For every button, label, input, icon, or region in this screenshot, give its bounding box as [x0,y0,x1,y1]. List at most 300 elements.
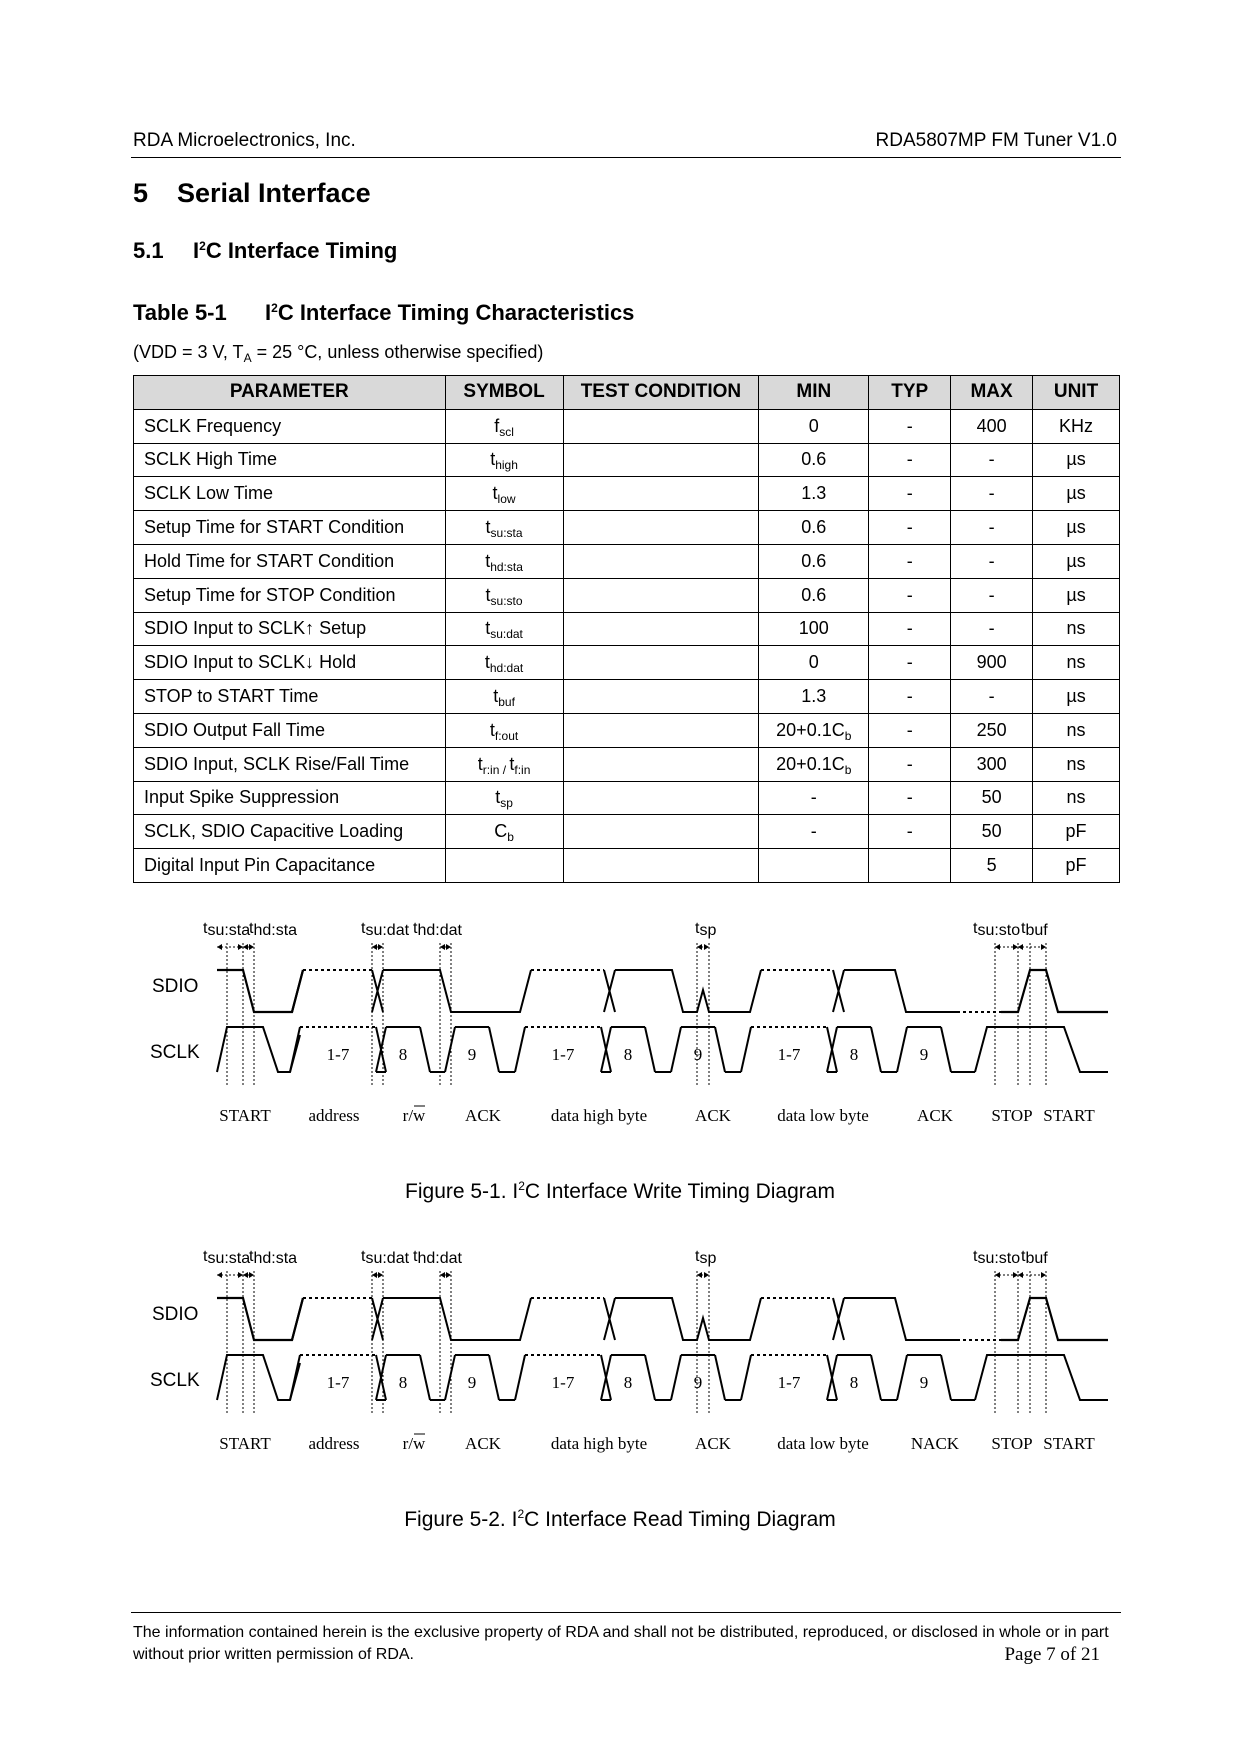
subsection-number: 5.1 [133,238,164,263]
cell-min [759,815,869,849]
sdio-bus-crossing [833,970,844,1012]
timing-arrowhead [1041,944,1046,950]
timing-arrowhead [697,944,702,950]
table-title-pre: I [265,300,272,325]
sdio-bus-crossing [604,1298,615,1340]
caption-read-sup: 2 [517,1507,525,1521]
cell-parameter: SCLK, SDIO Capacitive Loading [134,815,446,849]
timing-label-sub: hd:sta [253,1250,298,1267]
timing-label-sub: hd:dat [417,1250,462,1267]
timing-parameter-label [361,920,410,939]
cell-max: 900 [951,646,1033,680]
sclk-pulse-fall [871,1355,881,1400]
min-sub: b [844,762,852,777]
sclk-pulse-fall [489,1027,499,1072]
cell-max: 400 [951,409,1033,443]
symbol-sub: buf [498,695,515,710]
timing-parameter-label [413,1248,462,1267]
sdio-ack3-waveform [844,1298,957,1340]
cell-min [759,680,869,714]
min-value: 0.6 [801,584,827,605]
phase-label: r/w [402,1434,426,1453]
cell-min [759,511,869,545]
column-header: TYP [869,376,951,410]
cell-symbol [445,713,563,747]
cell-test-condition [563,443,759,477]
symbol-base: t [492,483,498,504]
timing-label-base: t [1021,920,1026,937]
timing-arrowhead [378,944,383,950]
table-title-post: C Interface Timing Characteristics [277,300,635,325]
timing-parameter-label [203,920,250,939]
symbol-sub: b [507,830,514,845]
sclk-pulse-fall [871,1027,881,1072]
cell-typ: - [869,409,951,443]
phase-label: data low byte [777,1106,869,1125]
figure-caption-read [0,1508,1240,1532]
sclk-pulse-label: 9 [467,1045,477,1064]
cell-max: 5 [951,849,1033,883]
cell-max: 50 [951,781,1033,815]
timing-table [133,375,1120,883]
sclk-pulse-fall [941,1027,951,1072]
cell-max: 250 [951,713,1033,747]
table-title [133,300,634,326]
cell-typ: - [869,443,951,477]
cell-symbol [445,747,563,781]
sclk-pulse-rise [515,1355,525,1400]
timing-arrowhead [446,1272,451,1278]
table-row [134,713,1120,747]
sclk-pulse-label: 1-7 [551,1373,575,1392]
sdio-bus-crossing [604,970,615,1012]
cell-test-condition [563,612,759,646]
header-product: RDA5807MP FM Tuner V1.0 [875,130,1117,151]
timing-label-base: t [695,1248,700,1265]
timing-arrowhead [1018,944,1023,950]
sclk-pulse-label: 8 [398,1373,408,1392]
sclk-pulse-fall [715,1355,725,1400]
cell-test-condition [563,815,759,849]
table-header-row [134,376,1120,410]
phase-label: ACK [695,1106,731,1125]
caption-write-post: C Interface Write Timing Diagram [524,1180,835,1203]
sdio-signal-label: SDIO [152,1304,199,1325]
timing-label-base: t [413,920,418,937]
phase-label: data high byte [550,1434,648,1453]
symbol-sub: high [495,458,518,473]
cell-test-condition [563,646,759,680]
sdio-signal-label: SDIO [152,976,199,997]
cell-typ: - [869,646,951,680]
caption-write-sup: 2 [518,1179,525,1193]
sclk-pulse-rise [290,1355,300,1400]
cell-test-condition [563,511,759,545]
cell-unit: ns [1033,612,1120,646]
sclk-stop-waveform [975,1027,1108,1072]
cell-symbol [445,815,563,849]
sclk-signal-label: SCLK [150,1370,200,1391]
cell-symbol [445,511,563,545]
table-row [134,815,1120,849]
cell-symbol [445,612,563,646]
sclk-pulse-fall [645,1027,655,1072]
phase-label: address [308,1106,360,1125]
cell-parameter: Input Spike Suppression [134,781,446,815]
cell-unit: KHz [1033,409,1120,443]
sdio-ack3-waveform [844,970,957,1012]
timing-parameter-label [249,920,297,939]
sdio-ack-waveform [383,970,531,1012]
sclk-pulse-rise [445,1027,455,1072]
timing-parameter-label [413,920,462,939]
timing-label-base: t [695,920,700,937]
cell-min [759,544,869,578]
timing-arrowhead [704,1272,709,1278]
column-header: TEST CONDITION [563,376,759,410]
timing-arrowhead [238,944,243,950]
symbol-sub: hd:dat [489,661,524,676]
sclk-pulse-label: 1-7 [777,1045,801,1064]
timing-label-sub: su:dat [365,1250,410,1267]
sdio-bus-crossing [372,1298,383,1340]
timing-parameter-label [1021,1248,1048,1267]
sclk-pulse-rise [671,1027,681,1072]
cell-typ: - [869,578,951,612]
sdio-start-waveform [217,970,303,1012]
sclk-pulse-fall [645,1355,655,1400]
sclk-stop-waveform [975,1355,1108,1400]
cell-min [759,409,869,443]
timing-label-base: t [361,920,366,937]
min-value: 1.3 [801,483,827,504]
cell-unit: µs [1033,477,1120,511]
min-value: 0 [808,652,819,673]
timing-label-base: t [249,920,254,937]
cell-unit: µs [1033,443,1120,477]
page-number: Page 7 of 21 [1004,1644,1100,1665]
read-timing-diagram [0,1243,1240,1458]
table-row [134,849,1120,883]
phase-label: data high byte [550,1106,648,1125]
cell-test-condition [563,578,759,612]
subsection-title-pre: I [193,238,200,263]
cell-test-condition [563,781,759,815]
write-timing-diagram [0,915,1240,1130]
figure-caption-write [0,1180,1240,1204]
cell-parameter: STOP to START Time [134,680,446,714]
sclk-pulse-label: 1-7 [777,1373,801,1392]
cell-max: 50 [951,815,1033,849]
phase-label: STOP [991,1434,1033,1453]
caption-read-pre: Figure 5-2. I [404,1508,518,1531]
timing-arrowhead [440,1272,445,1278]
timing-label-base: t [249,1248,254,1265]
sdio-stop-start-waveform [1001,1298,1108,1340]
cell-parameter: SCLK Low Time [134,477,446,511]
timing-parameter-label [695,920,716,939]
timing-label-base: t [973,1248,978,1265]
cell-symbol [445,477,563,511]
cell-typ: - [869,713,951,747]
min-value: 1.3 [801,686,827,707]
cell-min [759,646,869,680]
column-header: UNIT [1033,376,1120,410]
sclk-pulse-label: 8 [849,1373,859,1392]
cell-parameter: Setup Time for STOP Condition [134,578,446,612]
phase-label: ACK [465,1434,501,1453]
footer-notice: The information contained herein is the exclusive property of RDA and shall not be distributed, reproduced, or disclosed in whole or in part without prior written permission of RDA. [133,1624,1109,1663]
cell-max: - [951,578,1033,612]
caption-read-post: C Interface Read Timing Diagram [524,1508,836,1531]
sclk-start-waveform [217,1355,300,1400]
symbol-sub: sp [500,796,513,811]
cell-unit: µs [1033,511,1120,545]
symbol-sub: scl [499,424,514,439]
timing-label-sub: su:dat [365,922,410,939]
timing-arrowhead [446,944,451,950]
timing-arrowhead [995,1272,1000,1278]
table-conditions [133,342,543,363]
phase-label: address [308,1434,360,1453]
timing-arrowhead [243,1272,248,1278]
timing-arrowhead [1013,944,1018,950]
subsection-heading [133,238,397,264]
table-row [134,544,1120,578]
timing-label-sub: buf [1025,1250,1048,1267]
cell-typ: - [869,815,951,849]
cell-parameter: Setup Time for START Condition [134,511,446,545]
symbol-base: t [489,719,495,740]
cell-test-condition [563,544,759,578]
timing-arrowhead [1041,1272,1046,1278]
cell-min [759,477,869,511]
table-row [134,747,1120,781]
phase-label: ACK [695,1434,731,1453]
table-row [134,781,1120,815]
cell-symbol [445,578,563,612]
cell-parameter: SCLK High Time [134,443,446,477]
footer-divider [131,1612,1121,1613]
sclk-pulse-rise [741,1027,751,1072]
sclk-pulse-fall [941,1355,951,1400]
sclk-pulse-label: 9 [467,1373,477,1392]
symbol-sub: hd:sta [490,559,523,574]
sclk-pulse-fall [715,1027,725,1072]
min-value: 0.6 [801,449,827,470]
cell-symbol [445,443,563,477]
header-company: RDA Microelectronics, Inc. [133,130,356,151]
sclk-pulse-label: 8 [398,1045,408,1064]
cell-test-condition [563,477,759,511]
sclk-pulse-label: 9 [919,1373,929,1392]
timing-arrowhead [249,1272,254,1278]
cell-max: 300 [951,747,1033,781]
timing-arrowhead [440,944,445,950]
symbol-sub: f:out [494,728,519,743]
symbol-sub-2: f:in [514,762,531,777]
phase-label: START [219,1434,271,1453]
cell-symbol [445,544,563,578]
sdio-data-edge [292,1298,303,1340]
sdio-stop-start-waveform [1001,970,1108,1012]
cell-symbol [445,409,563,443]
section-heading [133,178,371,209]
cell-min [759,713,869,747]
phase-label: data low byte [777,1434,869,1453]
timing-parameter-label [361,1248,410,1267]
min-value: - [810,821,817,842]
table-row [134,477,1120,511]
timing-label-sub: su:sta [207,1250,251,1267]
sdio-ack2-waveform [615,970,761,1012]
timing-label-base: t [203,1248,208,1265]
cell-min [759,578,869,612]
cell-typ: - [869,544,951,578]
cell-typ: - [869,747,951,781]
timing-label-sub: buf [1025,922,1048,939]
min-value: 0.6 [801,517,827,538]
conditions-sub: A [243,351,252,365]
sclk-pulse-rise [741,1355,751,1400]
cell-parameter: Hold Time for START Condition [134,544,446,578]
timing-label-base: t [203,920,208,937]
symbol-base: t [485,550,491,571]
timing-label-base: t [1021,1248,1026,1265]
table-row [134,409,1120,443]
sclk-signal-label: SCLK [150,1042,200,1063]
min-value: 0 [808,415,819,436]
symbol-base: t [493,686,499,707]
timing-parameter-label [203,1248,250,1267]
sclk-pulse-fall [489,1355,499,1400]
sclk-pulse-rise [897,1355,907,1400]
cell-symbol [445,680,563,714]
cell-unit: ns [1033,781,1120,815]
sdio-ack2-waveform [615,1298,761,1340]
cell-parameter: SDIO Output Fall Time [134,713,446,747]
timing-arrowhead [1013,1272,1018,1278]
timing-arrowhead [704,944,709,950]
cell-unit: pF [1033,815,1120,849]
table-row [134,612,1120,646]
cell-max: - [951,511,1033,545]
timing-arrowhead [243,944,248,950]
cell-min [759,849,869,883]
conditions-post: = 25 °C, unless otherwise specified) [251,342,544,362]
cell-test-condition [563,680,759,714]
column-header: MIN [759,376,869,410]
cell-typ: - [869,612,951,646]
timing-label-base: t [973,920,978,937]
sdio-bus-crossing [833,1298,844,1340]
timing-arrowhead [217,944,222,950]
symbol-base: t [485,517,491,538]
cell-min [759,747,869,781]
min-value: 100 [798,618,829,639]
cell-symbol [445,849,563,883]
sclk-pulse-rise [515,1027,525,1072]
min-sub: b [844,728,852,743]
table-label: Table 5-1 [133,300,227,325]
symbol-base-2: t [509,753,515,774]
timing-arrowhead [372,944,377,950]
symbol-base: t [495,787,501,808]
symbol-sub: r:in / [482,762,510,777]
phase-label: ACK [465,1106,501,1125]
cell-typ: - [869,781,951,815]
cell-symbol [445,781,563,815]
table-row [134,511,1120,545]
symbol-sub: su:dat [490,627,523,642]
timing-label-sub: hd:sta [253,922,298,939]
column-header: PARAMETER [134,376,446,410]
phase-label: r/w [402,1106,426,1125]
cell-min [759,781,869,815]
sclk-start-waveform [217,1027,300,1072]
header-divider [131,157,1121,158]
timing-parameter-label [695,1248,716,1267]
symbol-base: t [490,449,496,470]
symbol-sub: su:sto [490,593,523,608]
min-value: 20+0.1C [776,753,845,774]
subsection-title-sup: 2 [199,239,206,253]
cell-max: - [951,477,1033,511]
symbol-base: t [477,753,483,774]
symbol-base: t [485,618,491,639]
sdio-bus-crossing [372,970,383,1012]
cell-max: - [951,443,1033,477]
sclk-pulse-label: 9 [693,1045,703,1064]
timing-label-sub: sp [699,1250,717,1267]
phase-label: START [1043,1106,1095,1125]
sdio-start-waveform [217,1298,303,1340]
section-number: 5 [133,178,149,208]
timing-label-sub: sp [699,922,717,939]
symbol-sub: su:sta [490,526,523,541]
table-row [134,578,1120,612]
cell-unit: µs [1033,578,1120,612]
cell-typ: - [869,511,951,545]
caption-write-pre: Figure 5-1. I [405,1180,519,1203]
phase-label: START [1043,1434,1095,1453]
cell-test-condition [563,713,759,747]
sclk-pulse-label: 1-7 [326,1373,350,1392]
sclk-pulse-rise [897,1027,907,1072]
timing-label-sub: su:sto [977,922,1021,939]
cell-parameter: SDIO Input, SCLK Rise/Fall Time [134,747,446,781]
column-header: SYMBOL [445,376,563,410]
cell-min [759,443,869,477]
phase-label: ACK [917,1106,953,1125]
cell-unit: µs [1033,680,1120,714]
timing-label-base: t [361,1248,366,1265]
cell-test-condition [563,849,759,883]
timing-arrowhead [1018,1272,1023,1278]
timing-label-sub: hd:dat [417,922,462,939]
timing-label-base: t [413,1248,418,1265]
phase-label: NACK [910,1434,960,1453]
cell-parameter: SDIO Input to SCLK↑ Setup [134,612,446,646]
cell-min [759,612,869,646]
sclk-pulse-label: 1-7 [326,1045,350,1064]
sclk-pulse-rise [671,1355,681,1400]
timing-parameter-label [1021,920,1048,939]
cell-typ: - [869,680,951,714]
subsection-title-post: C Interface Timing [205,238,398,263]
cell-unit: ns [1033,646,1120,680]
timing-arrowhead [372,1272,377,1278]
